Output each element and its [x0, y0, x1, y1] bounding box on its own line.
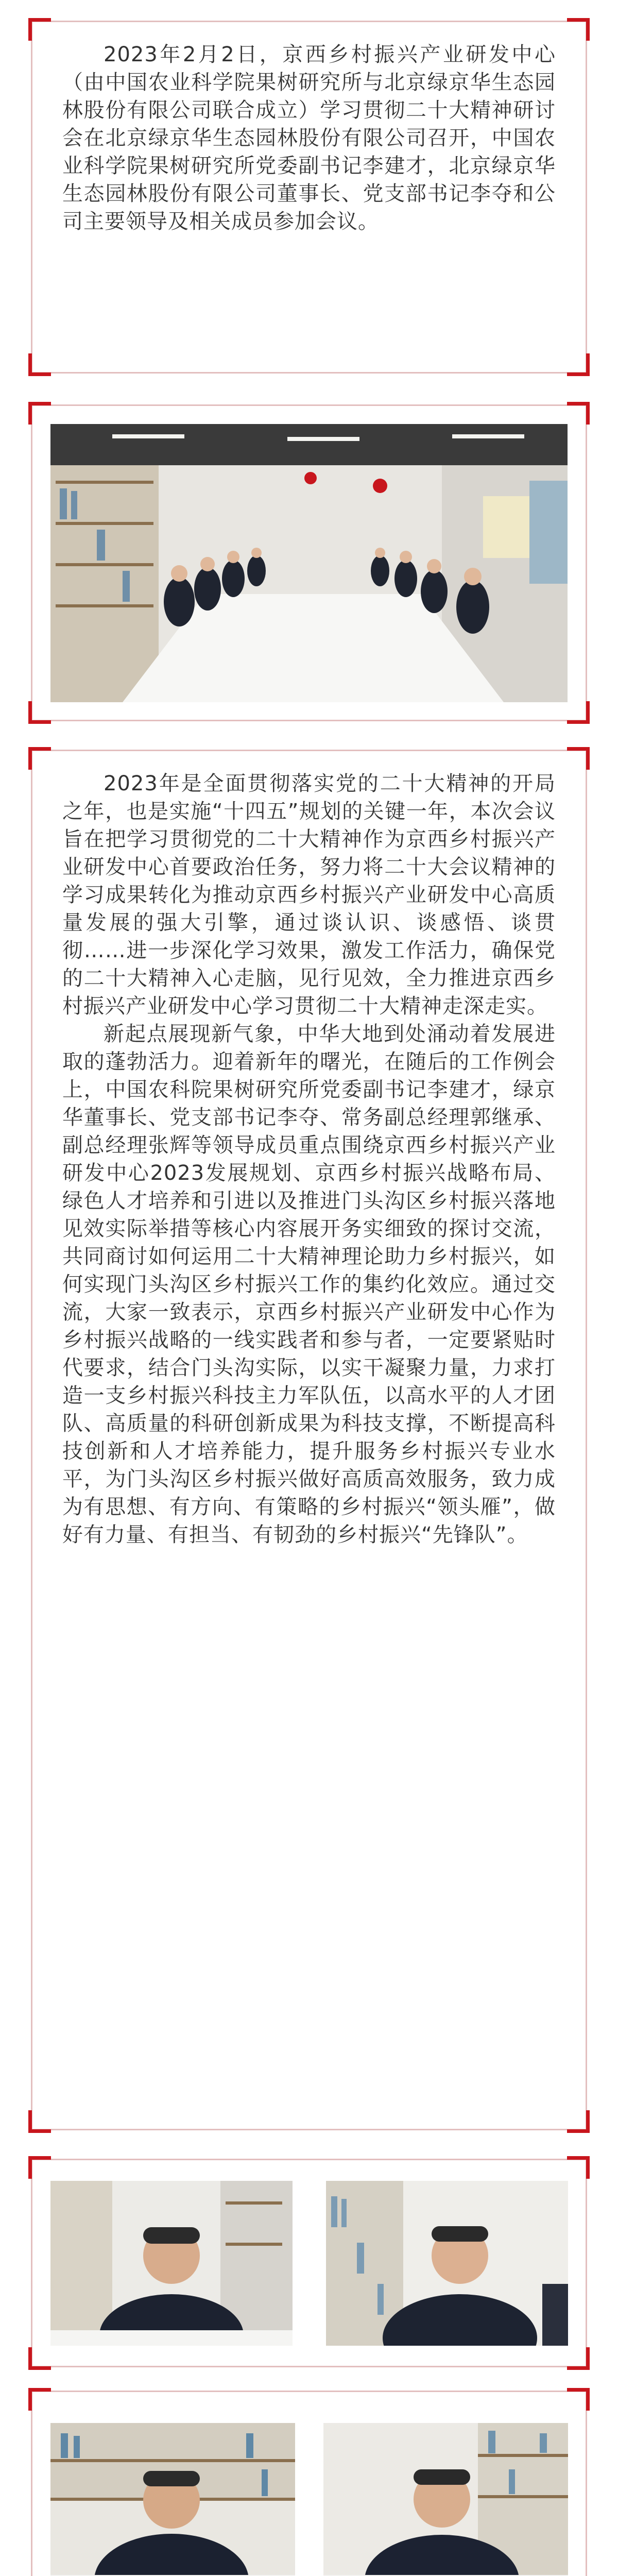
photo-row-2-card: [31, 2391, 587, 2576]
corner-ornament: [567, 2156, 590, 2179]
corner-ornament: [28, 2110, 51, 2133]
speaker-photo-2: [326, 2181, 568, 2346]
meeting-room-photo: [50, 424, 568, 702]
corner-ornament: [28, 353, 51, 376]
meeting-photo-card: [31, 404, 587, 721]
intro-paragraph: 2023年2月2日，京西乡村振兴产业研发中心（由中国农业科学院果树研究所与北京绿京华生态园林股份有限公司联合成立）学习贯彻二十大精神研讨会在北京绿京华生态园林股份有限公司召开，中国农业科学院果树研究所党委副书记李建才，北京绿京华生态园林股份有限公司董事长、党支部书记李夺和公司主要领导及相关成员参加会议。: [62, 43, 556, 233]
corner-ornament: [567, 353, 590, 376]
corner-ornament: [567, 18, 590, 41]
corner-ornament: [567, 2110, 590, 2133]
corner-ornament: [28, 2156, 51, 2179]
corner-ornament: [28, 2347, 51, 2370]
corner-ornament: [28, 2388, 51, 2411]
body-card: [31, 750, 587, 2130]
speaker-photo-3: [50, 2423, 295, 2576]
speaker-photo-4: [323, 2423, 568, 2576]
body-paragraph-1: 2023年是全面贯彻落实党的二十大精神的开局之年，也是实施“十四五”规划的关键一年，本次会议旨在把学习贯彻党的二十大精神作为京西乡村振兴产业研发中心首要政治任务，努力将二十大会议精神的学习成果转化为推动京西乡村振兴产业研发中心高质量发展的强大引擎，通过谈认识、谈感悟、谈贯彻……进一步深化学习效果，激发工作活力，确保党的二十大精神入心走脑，见行见效，全力推进京西乡村振兴产业研发中心学习贯彻二十大精神走深走实。: [62, 772, 556, 1018]
corner-ornament: [567, 747, 590, 770]
corner-ornament: [567, 701, 590, 724]
corner-ornament: [567, 402, 590, 425]
photo-row-1-card: [31, 2159, 587, 2367]
body-paragraph-2: 新起点展现新气象，中华大地到处涌动着发展进取的蓬勃活力。迎着新年的曙光，在随后的工作例会上，中国农科院果树研究所党委副书记李建才，绿京华董事长、党支部书记李夺、常务副总经理郭继承、副总经理张辉等领导成员重点围绕京西乡村振兴产业研发中心2023发展规划、京西乡村振兴战略布局、绿色人才培养和引进以及推进门头沟区乡村振兴落地见效实际举措等核心内容展开务实细致的探讨交流，共同商讨如何运用二十大精神理论助力乡村振兴，如何实现门头沟区乡村振兴工作的集约化效应。通过交流，大家一致表示，京西乡村振兴产业研发中心作为乡村振兴战略的一线实践者和参与者，一定要紧贴时代要求，结合门头沟实际，以实干凝聚力量，力求打造一支乡村振兴科技主力军队伍，以高水平的人才团队、高质量的科研创新成果为科技支撑，不断提高科技创新和人才培养能力，提升服务乡村振兴专业水平，为门头沟区乡村振兴做好高质高效服务，致力成为有思想、有方向、有策略的乡村振兴“领头雁”，做好有力量、有担当、有韧劲的乡村振兴“先锋队”。: [62, 1022, 556, 1547]
corner-ornament: [567, 2347, 590, 2370]
corner-ornament: [567, 2388, 590, 2411]
speaker-photo-1: [50, 2181, 293, 2346]
corner-ornament: [28, 18, 51, 41]
corner-ornament: [28, 402, 51, 425]
intro-card: [31, 21, 587, 374]
corner-ornament: [28, 747, 51, 770]
corner-ornament: [28, 701, 51, 724]
